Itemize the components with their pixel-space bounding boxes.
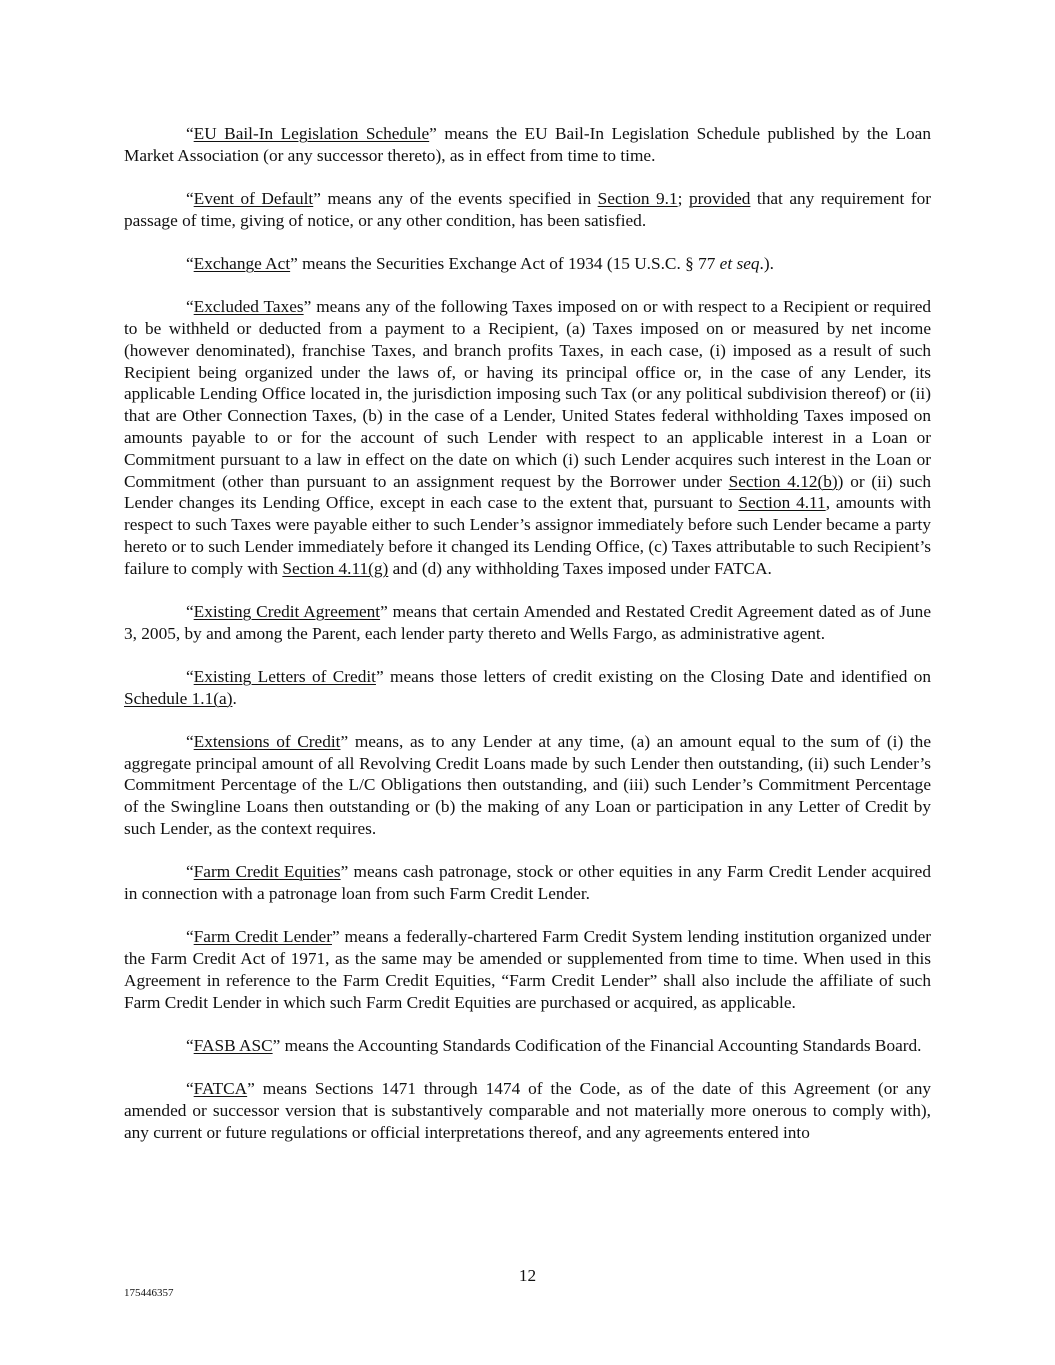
paragraph-text: “	[186, 1079, 194, 1098]
paragraph-text: “	[186, 253, 194, 273]
cross-reference: Section 4.12(b)	[728, 471, 838, 491]
defined-term: FASB ASC	[193, 1035, 273, 1055]
cross-reference: provided	[688, 188, 751, 208]
definition-paragraph	[124, 253, 931, 275]
paragraph-text: ” means the Securities Exchange Act of 1934 (15 U.S.C. § 77	[290, 253, 720, 273]
cross-reference: Section 4.11	[738, 493, 826, 513]
definition-paragraph	[124, 666, 931, 710]
paragraph-text: that any requirement for passage of time, giving of notice, or any other condition, has been satisfied.	[124, 188, 931, 230]
paragraph-text: ” means, as to any Lender at any time, (a) an amount equal to the sum of (i) the aggregate principal amount of all Revolving Credit Loans made by such Lender then outstanding, (ii) such Lender’s Commitment Percentage of the L/C Obligations then outstanding, and (iii) such Lender’s Commitment Percentage of the Swingline Loans then outstanding or (b) the making of any Loan or participation in any Letter of Credit by such Lender, as the context requires.	[124, 731, 931, 839]
cross-reference: Schedule 1.1(a)	[124, 688, 233, 708]
paragraph-text: ) or (ii) such Lender changes its Lending Office, except in each case to the extent that, pursuant to	[124, 471, 931, 513]
defined-term: Existing Credit Agreement	[193, 601, 381, 621]
paragraph-text: , amounts with respect to such Taxes were payable either to such Lender’s assignor immediately before such Lender became a party hereto or to such Lender immediately before it changed its Lending Office, (c) Taxes attributable to such Recipient’s failure to comply with	[124, 493, 932, 578]
paragraph-text: “	[186, 666, 194, 686]
paragraph-text: ;	[677, 188, 689, 208]
definition-paragraph	[124, 1035, 931, 1057]
paragraph-text: ” means that certain Amended and Restated Credit Agreement dated as of June 3, 2005, by and among the Parent, each lender party thereto and Wells Fargo, as administrative agent.	[124, 601, 931, 643]
paragraph-text: “	[186, 601, 194, 621]
paragraph-text: “	[186, 297, 194, 317]
definition-paragraph	[124, 601, 931, 645]
definition-paragraph	[124, 1078, 931, 1143]
paragraph-text: .	[232, 688, 237, 708]
paragraph-text: “	[186, 188, 194, 208]
cross-reference: Section 4.11(g)	[282, 558, 389, 578]
defined-term: Event of Default	[193, 188, 314, 208]
paragraph-text: and (d) any withholding Taxes imposed under FATCA.	[388, 558, 772, 578]
paragraph-text: “	[186, 927, 194, 947]
defined-term: Extensions of Credit	[193, 731, 341, 751]
defined-term: Farm Credit Lender	[193, 927, 332, 947]
page-number: 12	[518, 1266, 537, 1285]
paragraph-text: ” means Sections 1471 through 1474 of the Code, as of the date of this Agreement (or any amended or successor version that is substantively comparable and not materially more onerous to comply with), any current or future regulations or official interpretations thereof, and any agreements entered into	[124, 1079, 931, 1142]
italic-text: et seq	[719, 253, 760, 273]
paragraph-text: “	[186, 862, 194, 882]
paragraph-text: “	[186, 124, 194, 143]
document-body	[124, 123, 931, 1165]
paragraph-text: ” means cash patronage, stock or other equities in any Farm Credit Lender acquired in connection with a patronage loan from such Farm Credit Lender.	[124, 862, 931, 904]
defined-term: Existing Letters of Credit	[193, 666, 376, 686]
definition-paragraph	[124, 926, 931, 1013]
definition-paragraph	[124, 731, 931, 840]
document-id: 175446357	[124, 1287, 174, 1299]
paragraph-text: ” means those letters of credit existing on the Closing Date and identified on	[375, 666, 932, 686]
defined-term: Excluded Taxes	[193, 297, 304, 317]
paragraph-text: ” means any of the following Taxes imposed on or with respect to a Recipient or required to be withheld or deducted from a payment to a Recipient, (a) Taxes imposed on or measured by net income (however denominated), franchise Taxes, and branch profits Taxes, in each case, (i) imposed as a result of such Recipient being organized under the laws of, or having its principal office or, in the case of any Lender, its applicable Lending Office located in, the jurisdiction imposing such Tax (or any political subdivision thereof) or (ii) that are Other Connection Taxes, (b) in the case of a Lender, United States federal withholding Taxes imposed on amounts payable to or for the account of such Lender with respect to an applicable interest in a Loan or Commitment pursuant to a law in effect on the date on which (i) such Lender acquires such interest in the Loan or Commitment (other than pursuant to an assignment request by the Borrower under	[124, 297, 932, 491]
defined-term: Farm Credit Equities	[193, 862, 341, 882]
defined-term: FATCA	[193, 1079, 248, 1098]
defined-term: EU Bail-In Legislation Schedule	[193, 124, 430, 143]
paragraph-text: ” means any of the events specified in	[313, 188, 598, 208]
definition-paragraph	[124, 296, 931, 579]
defined-term: Exchange Act	[193, 253, 291, 273]
paragraph-text: ” means a federally-chartered Farm Credit System lending institution organized under the Farm Credit Act of 1971, as the same may be amended or supplemented from time to time. When used in this Agreement in reference to the Farm Credit Equities, “Farm Credit Lender” shall also include the affiliate of such Farm Credit Lender in which such Farm Credit Equities are purchased or acquired, as applicable.	[124, 927, 931, 1012]
definition-paragraph	[124, 861, 931, 905]
paragraph-text: ” means the EU Bail-In Legislation Schedule published by the Loan Market Association (or any successor thereto), as in effect from time to time.	[124, 124, 931, 165]
cross-reference: Section 9.1	[597, 188, 678, 208]
definition-paragraph	[124, 123, 931, 167]
paragraph-text: “	[186, 731, 194, 751]
paragraph-text: ” means the Accounting Standards Codification of the Financial Accounting Standards Board.	[272, 1035, 922, 1055]
definition-paragraph	[124, 188, 931, 232]
paragraph-text: .).	[759, 253, 774, 273]
paragraph-text: “	[186, 1035, 194, 1055]
